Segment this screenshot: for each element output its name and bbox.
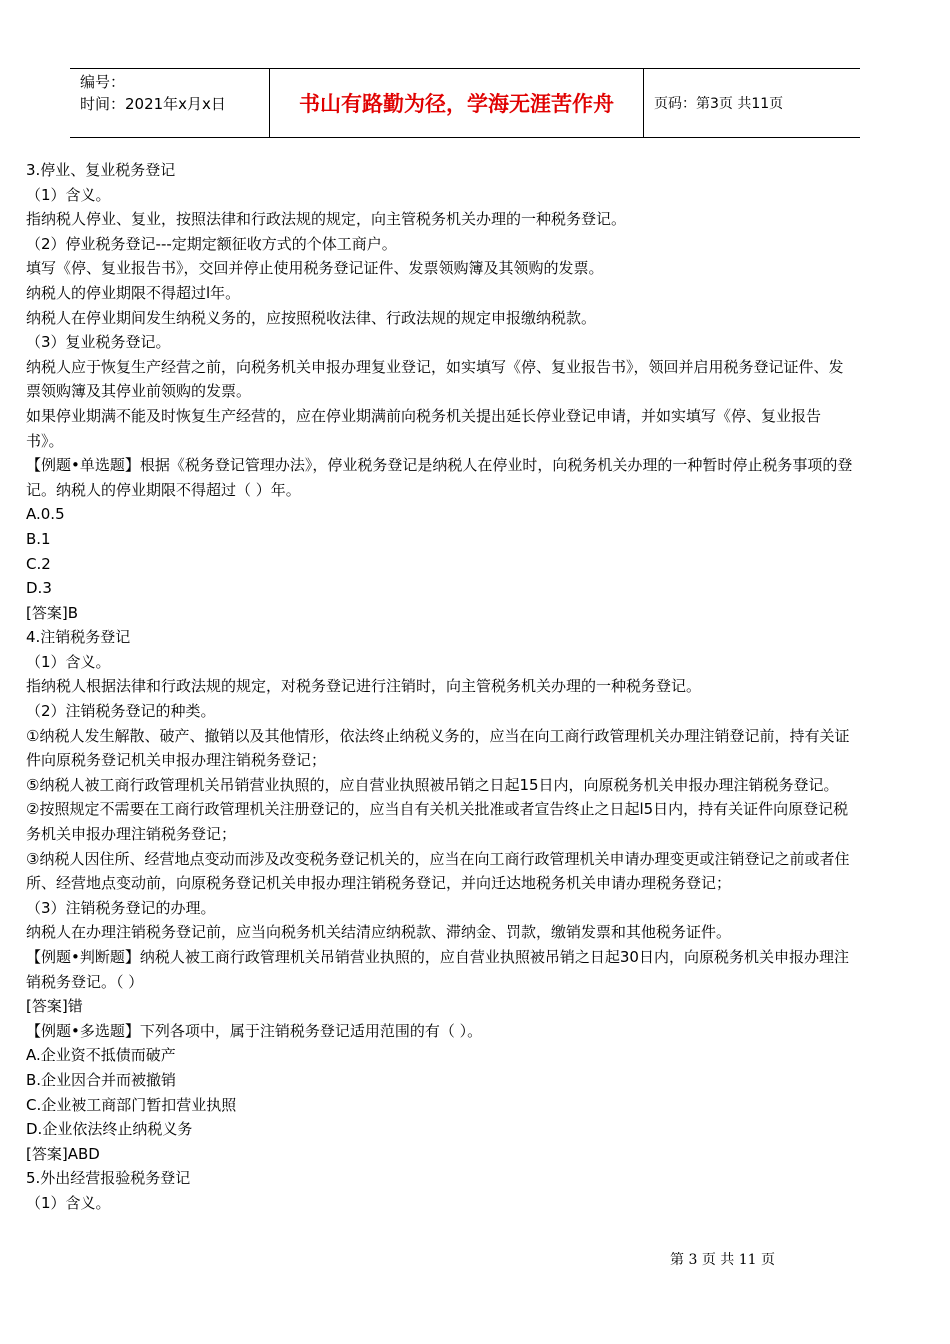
motto: 书山有路勤为径，学海无涯苦作舟 xyxy=(270,69,644,137)
text-line: B.1 xyxy=(26,529,51,548)
text-line: 3.停业、复业税务登记 xyxy=(26,161,176,179)
text-line: （2）注销税务登记的种类。 xyxy=(26,702,216,721)
page-footer xyxy=(0,1249,950,1269)
text-line: 票领购簿及其停业前领购的发票。 xyxy=(26,382,252,401)
text-line: ⑤纳税人被工商行政管理机关吊销营业执照的，应自营业执照被吊销之日起15日内，向原税务机关申报办理注销税务登记。 xyxy=(26,775,839,794)
text-line: ②按照规定不需要在工商行政管理机关注册登记的，应当自有关机关批准或者宣告终止之日起l5日内，持有关证件向原登记税 xyxy=(26,800,849,819)
text-line: 【例题•单选题】根据《税务登记管理办法》，停业税务登记是纳税人在停业时，向税务机关办理的一种暂时停止税务事项的登 xyxy=(26,456,853,475)
text-line: 【例题•多选题】下列各项中，属于注销税务登记适用范围的有（ ）。 xyxy=(26,1021,483,1040)
footer-page-number: 第 3 页 共 11 页 xyxy=(670,1252,775,1268)
text-line: A.0.5 xyxy=(26,505,65,524)
text-line: （1）含义。 xyxy=(26,652,111,671)
text-line: D.企业依法终止纳税义务 xyxy=(26,1120,193,1139)
text-line: 纳税人在办理注销税务登记前，应当向税务机关结清应纳税款、滞纳金、罚款，缴销发票和其他税务证件。 xyxy=(26,923,732,942)
header-meta-cell xyxy=(70,69,270,137)
text-line: [答案]错 xyxy=(26,997,83,1016)
text-line: 如果停业期满不能及时恢复生产经营的，应在停业期满前向税务机关提出延长停业登记申请，并如实填写《停、复业报告 xyxy=(26,406,822,425)
text-line: （1）含义。 xyxy=(26,185,111,204)
text-line: 指纳税人停业、复业，按照法律和行政法规的规定，向主管税务机关办理的一种税务登记。 xyxy=(26,210,627,229)
text-line: 件向原税务登记机关申报办理注销税务登记； xyxy=(26,751,327,770)
text-line: D.3 xyxy=(26,579,52,598)
text-line: 书》。 xyxy=(26,431,64,450)
text-line: 指纳税人根据法律和行政法规的规定，对税务登记进行注销时，向主管税务机关办理的一种税务登记。 xyxy=(26,677,702,696)
text-line: 销税务登记。（ ） xyxy=(26,972,144,991)
text-line: [答案]ABD xyxy=(26,1144,100,1163)
text-line: 5.外出经营报验税务登记 xyxy=(26,1169,191,1188)
text-line: （2）停业税务登记---定期定额征收方式的个体工商户。 xyxy=(26,234,397,253)
text-line: 【例题•判断题】纳税人被工商行政管理机关吊销营业执照的，应自营业执照被吊销之日起30日内，向原税务机关申报办理注 xyxy=(26,948,849,966)
text-line: ③纳税人因住所、经营地点变动而涉及改变税务登记机关的，应当在向工商行政管理机关申请办理变更或注销登记之前或者住 xyxy=(26,849,850,868)
time-label: 时间：2021年x月x日 xyxy=(80,95,226,113)
text-line: 记。纳税人的停业期限不得超过（ ）年。 xyxy=(26,480,301,499)
text-line: C.2 xyxy=(26,554,51,573)
text-line: 填写《停、复业报告书》，交回并停止使用税务登记证件、发票领购簿及其领购的发票。 xyxy=(26,259,604,278)
text-line: 纳税人应于恢复生产经营之前，向税务机关申报办理复业登记，如实填写《停、复业报告书》，领回并启用税务登记证件、发 xyxy=(26,357,844,376)
text-line: 纳税人在停业期间发生纳税义务的，应按照税收法律、行政法规的规定申报缴纳税款。 xyxy=(26,308,597,327)
text-line: 4.注销税务登记 xyxy=(26,628,131,647)
text-line: 纳税人的停业期限不得超过l年。 xyxy=(26,283,241,302)
text-line: （3）注销税务登记的办理。 xyxy=(26,898,216,917)
text-line: C.企业被工商部门暂扣营业执照 xyxy=(26,1095,237,1114)
text-line: B.企业因合并而被撤销 xyxy=(26,1070,177,1089)
document-body xyxy=(26,158,948,1216)
text-line: （1）含义。 xyxy=(26,1193,111,1212)
text-line: [答案]B xyxy=(26,603,78,622)
text-line: A.企业资不抵债而破产 xyxy=(26,1046,176,1065)
number-label: 编号： xyxy=(80,73,126,91)
page-info: 页码：第3页 共11页 xyxy=(654,96,784,112)
page-header xyxy=(70,68,860,138)
text-line: （3）复业税务登记。 xyxy=(26,333,171,352)
text-line: ①纳税人发生解散、破产、撤销以及其他情形，依法终止纳税义务的，应当在向工商行政管理机关办理注销登记前，持有关证 xyxy=(26,726,850,745)
text-line: 所、经营地点变动前，向原税务登记机关申报办理注销税务登记，并向迁达地税务机关申请办理税务登记； xyxy=(26,874,732,893)
text-line: 务机关申报办理注销税务登记； xyxy=(26,825,237,844)
